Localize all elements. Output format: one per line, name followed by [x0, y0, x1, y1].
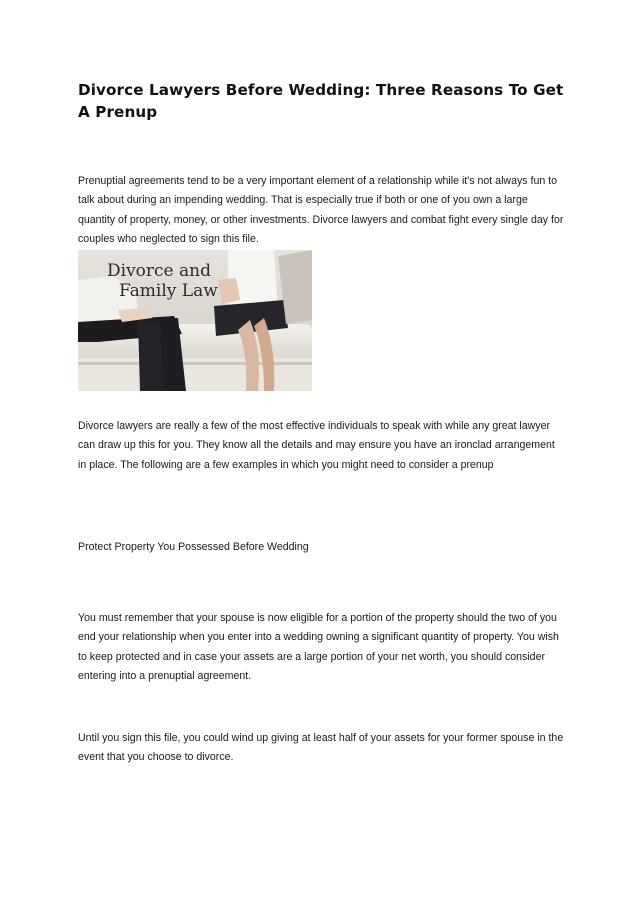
paragraph-lawyers: Divorce lawyers are really a few of the most effective individuals to speak with while any great lawyer can draw up this for you. They know all the details and may ensure you have an ironclad arrangement in place. The following are a few examples in which you might need to consider a prenup [78, 420, 555, 471]
divorce-family-law-photo [78, 250, 312, 391]
photo-caption [107, 261, 218, 301]
paragraph-assets: Until you sign this file, you could wind up giving at least half of your assets for your former spouse in the event that you choose to divorce. [78, 732, 564, 764]
paragraph-property: You must remember that your spouse is now eligible for a portion of the property should the two of you end your relationship when you enter into a wedding owning a significant quantity of property. You wish to keep protected and in case your assets are a large portion of your net worth, you should consider entering into a prenuptial agreement. [78, 612, 559, 682]
photo-caption-line1: Divorce and [107, 261, 211, 281]
paragraph-intro: Prenuptial agreements tend to be a very important element of a relationship while it's not always fun to talk about during an impending wedding. That is especially true if both or one of you own a large quantity of property, money, or other investments. Divorce lawyers and combat fight every single day for couples who neglected to sign this file. [78, 175, 564, 245]
section-heading-protect-property: Protect Property You Possessed Before Wedding [78, 541, 309, 553]
document-title: Divorce Lawyers Before Wedding: Three Reasons To Get A Prenup [78, 81, 564, 121]
photo-caption-line2: Family Law [119, 281, 218, 301]
